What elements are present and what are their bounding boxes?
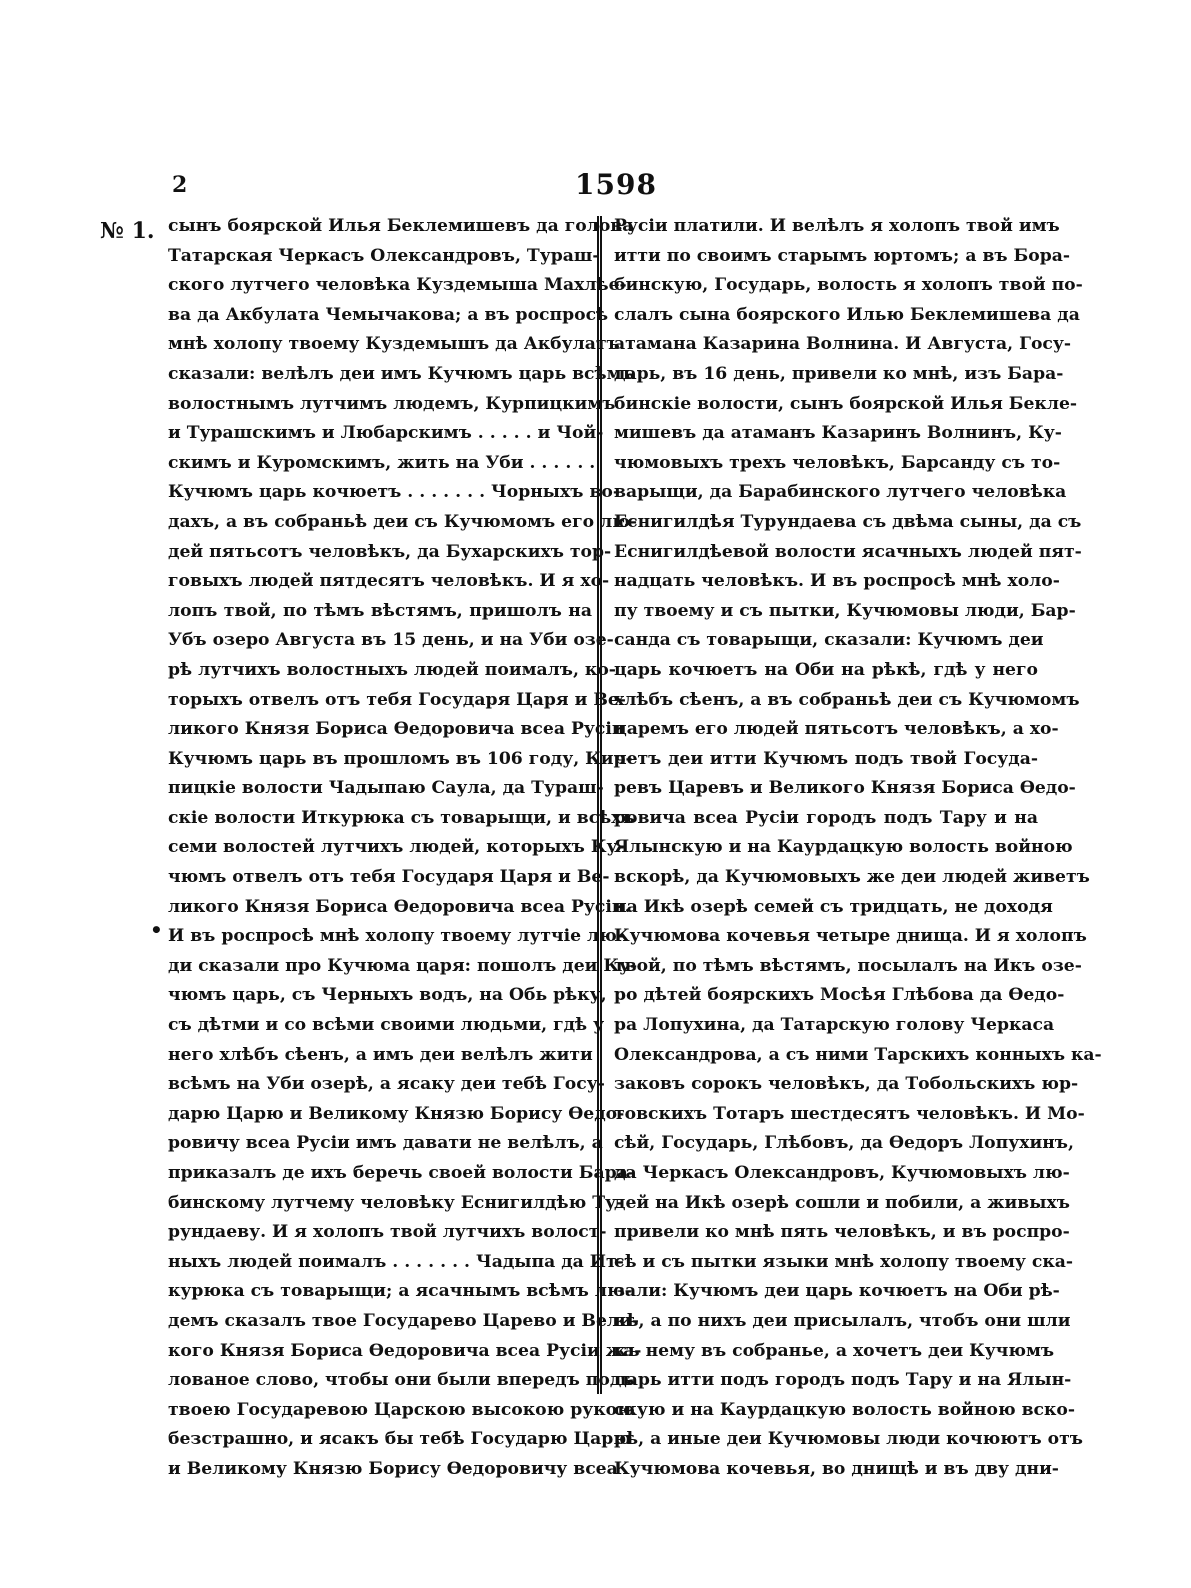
text-line: мишевъ да атаманъ Казаринъ Волнинъ, Ку-: [614, 423, 1062, 444]
text-line: скіе волости Иткурюка съ товарыщи, и всѣхъ: [168, 807, 635, 828]
text-line: приказалъ де ихъ беречь своей волости Бара-: [168, 1163, 635, 1183]
text-line: семи волостей лутчихъ людей, которыхъ Ку-: [168, 837, 625, 858]
text-line: ровича всеа Русіи городъ подъ Тару и на: [614, 807, 1038, 828]
text-line: царь итти подъ городъ подъ Тару и на Ялын-: [614, 1370, 1072, 1391]
text-line: ревъ Царевъ и Великого Князя Бориса Өедо-: [614, 778, 1076, 799]
text-line: ровичу всеа Русіи имъ давати не велѣлъ, а: [168, 1133, 603, 1154]
text-line: на Икѣ озерѣ семей съ тридцать, не доходя: [614, 896, 1053, 917]
text-line: сказали: велѣлъ деи имъ Кучюмъ царь всѣмъ: [168, 363, 635, 384]
text-line: къ нему въ собранье, а хочетъ деи Кучюмъ: [614, 1340, 1055, 1361]
text-line: демъ сказалъ твое Государево Царево и Вели-: [168, 1310, 639, 1331]
document-number: № 1.: [100, 218, 155, 244]
text-line: чюмъ отвелъ отъ тебя Государя Царя и Ве-: [168, 867, 610, 888]
text-line: говыхъ людей пятдесятъ человѣкъ. И я хо-: [168, 571, 610, 592]
text-line: безстрашно, и ясакъ бы тебѣ Государю Царю: [168, 1429, 631, 1450]
text-line: лопъ твой, по тѣмъ вѣстямъ, пришолъ на: [168, 600, 592, 621]
text-line: сѣй, Государь, Глѣбовъ, да Өедоръ Лопухинъ,: [614, 1133, 1074, 1154]
text-line: санда съ товарыщи, сказали: Кучюмъ деи: [614, 630, 1044, 651]
text-line: сѣ и съ пытки языки мнѣ холопу твоему ска-: [614, 1251, 1074, 1272]
text-line: рѣ лутчихъ волостныхъ людей поималъ, ко-: [168, 659, 616, 680]
text-line: ликого Князя Бориса Өедоровича всеа Русіи: [168, 719, 625, 740]
text-line: Русіи платили. И велѣлъ я холопъ твой имъ: [614, 216, 1060, 236]
text-line: Убъ озеро Августа въ 15 день, и на Уби озе-: [168, 630, 614, 651]
text-line: вскорѣ, да Кучюмовыхъ же деи людей живетъ: [614, 867, 1090, 888]
text-line: дей на Икѣ озерѣ сошли и побили, а живыхъ: [614, 1192, 1070, 1213]
text-line: заковъ сорокъ человѣкъ, да Тобольскихъ юр-: [614, 1074, 1079, 1095]
text-line: мнѣ холопу твоему Куздемышъ да Акбулатъ: [168, 334, 620, 355]
text-line: кѣ, а по нихъ деи присылалъ, чтобъ они шли: [614, 1310, 1071, 1331]
text-line: ди сказали про Кучюма царя: пошолъ деи Ку-: [168, 955, 638, 976]
text-line: ликого Князя Бориса Өедоровича всеа Русіи.: [168, 896, 631, 917]
text-line: твоею Государевою Царскою высокою рукою: [168, 1399, 635, 1420]
text-line: волостнымъ лутчимъ людемъ, Курпицкимъ: [168, 393, 616, 414]
text-line: Ялынскую и на Каурдацкую волость войною: [614, 837, 1073, 858]
column-divider: [597, 216, 602, 1394]
text-line: него хлѣбъ сѣенъ, а имъ деи велѣлъ жити: [168, 1044, 593, 1065]
text-line: дарю Царю и Великому Князю Борису Өедо-: [168, 1103, 625, 1124]
text-line: Кучюмова кочевья четыре днища. И я холопъ: [614, 926, 1087, 947]
text-line: твой, по тѣмъ вѣстямъ, посылалъ на Икъ озе-: [614, 955, 1082, 976]
text-line: атамана Казарина Волнина. И Августа, Госу-: [614, 334, 1072, 355]
text-line: итти по своимъ старымъ юртомъ; а въ Бора-: [614, 245, 1070, 266]
text-line: Татарская Черкасъ Олександровъ, Турaш-: [168, 245, 600, 266]
text-line: товскихъ Тотаръ шестдесятъ человѣкъ. И Мо-: [614, 1103, 1085, 1124]
text-line: чюмъ царь, съ Черныхъ водъ, на Обь рѣку,: [168, 985, 607, 1006]
text-line: бинскіе волости, сынъ боярской Илья Бекле-: [614, 393, 1078, 414]
page-year-heading: 1598: [575, 168, 657, 201]
text-line: ского лутчего человѣка Куздемыша Махлѣе-: [168, 275, 627, 296]
left-text-column: [168, 212, 642, 1485]
text-line: да Черкасъ Олександровъ, Кучюмовыхъ лю-: [614, 1163, 1070, 1183]
text-line: рундаеву. И я холопъ твой лутчихъ волост-: [168, 1222, 607, 1243]
text-line: Кучюмъ царь въ прошломъ въ 106 году, Кир-: [168, 748, 633, 769]
text-line: хлѣбъ сѣенъ, а въ собраньѣ деи съ Кучюмомъ: [614, 689, 1080, 710]
text-line: лованое слово, чтобы они были впередъ подъ: [168, 1370, 635, 1391]
text-line: зали: Кучюмъ деи царь кочюетъ на Оби рѣ-: [614, 1281, 1060, 1302]
text-line: и Турашскимъ и Любарскимъ . . . . . и Чой-: [168, 423, 604, 444]
text-line: Еснигилдѣя Турундаева съ двѣма сыны, да съ: [614, 511, 1082, 532]
page-number: 2: [172, 172, 188, 198]
text-line: Еснигилдѣевой волости ясачныхъ людей пят-: [614, 541, 1082, 562]
text-line: царемъ его людей пятьсотъ человѣкъ, а хо-: [614, 719, 1059, 740]
margin-mark: •: [150, 918, 163, 942]
text-line: скимъ и Куромскимъ, жить на Уби . . . . . .: [168, 452, 596, 473]
text-line: Кучюмъ царь кочюетъ . . . . . . . Чорныхъ во-: [168, 482, 620, 503]
text-line: съ дѣтми и со всѣми своими людьми, гдѣ у: [168, 1015, 605, 1036]
text-line: варыщи, да Барабинского лутчего человѣка: [614, 482, 1067, 503]
page-header: [0, 168, 1191, 212]
text-line: чюмовыхъ трехъ человѣкъ, Барсанду съ то-: [614, 452, 1061, 473]
text-line: бинскую, Государь, волость я холопъ твой по-: [614, 275, 1083, 296]
right-text-column: [614, 212, 1102, 1485]
text-line: рѣ, а иные деи Кучюмовы люди кочюютъ отъ: [614, 1429, 1083, 1450]
text-line: царь кочюетъ на Оби на рѣкѣ, гдѣ у него: [614, 659, 1038, 680]
text-line: привели ко мнѣ пять человѣкъ, и въ роспро-: [614, 1222, 1070, 1243]
text-line: ва да Акбулата Чемычакова; а въ роспросѣ: [168, 304, 609, 325]
text-line: дахъ, а въ собраньѣ деи съ Кучюмомъ его лю-: [168, 511, 637, 532]
text-line: надцать человѣкъ. И въ роспросѣ мнѣ холо-: [614, 571, 1060, 592]
text-line: торыхъ отвелъ отъ тебя Государя Царя и Ве-: [168, 689, 626, 710]
text-line: ра Лопухина, да Татарскую голову Черкаса: [614, 1015, 1055, 1036]
text-line: пицкіе волости Чадыпаю Саула, да Тураш-: [168, 778, 604, 799]
text-line: Кучюмова кочевья, во днищѣ и въ дву дни-: [614, 1458, 1059, 1479]
text-line: всѣмъ на Уби озерѣ, а ясаку деи тебѣ Госу-: [168, 1074, 605, 1095]
text-line: дарь, въ 16 день, привели ко мнѣ, изъ Бара-: [614, 363, 1064, 384]
text-line: И въ роспросѣ мнѣ холопу твоему лутчіе лю-: [168, 926, 624, 947]
text-line: кого Князя Бориса Өедоровича всеа Русіи жа-: [168, 1340, 642, 1361]
text-line: курюка съ товарыщи; а ясачнымъ всѣмъ лю-: [168, 1281, 632, 1302]
text-line: сынъ боярской Илья Беклемишевъ да голова: [168, 216, 634, 236]
text-line: скую и на Каурдацкую волость войною вско-: [614, 1399, 1075, 1420]
text-line: ныхъ людей поималъ . . . . . . . Чадыпа да Ит-: [168, 1251, 624, 1272]
text-line: слалъ сына боярского Илью Беклемишева да: [614, 304, 1080, 325]
text-line: бинскому лутчему человѣку Еснигилдѣю Ту-: [168, 1192, 624, 1213]
text-line: Олександрова, а съ ними Тарскихъ конныхъ ка-: [614, 1044, 1102, 1065]
text-line: ро дѣтей боярскихъ Мосѣя Глѣбова да Өедо-: [614, 985, 1065, 1006]
text-line: и Великому Князю Борису Өедоровичу всеа: [168, 1458, 618, 1479]
text-line: четъ деи итти Кучюмъ подъ твой Госуда-: [614, 748, 1038, 769]
text-line: дей пятьсотъ человѣкъ, да Бухарскихъ тор-: [168, 541, 612, 562]
text-line: пу твоему и съ пытки, Кучюмовы люди, Бар-: [614, 600, 1076, 621]
